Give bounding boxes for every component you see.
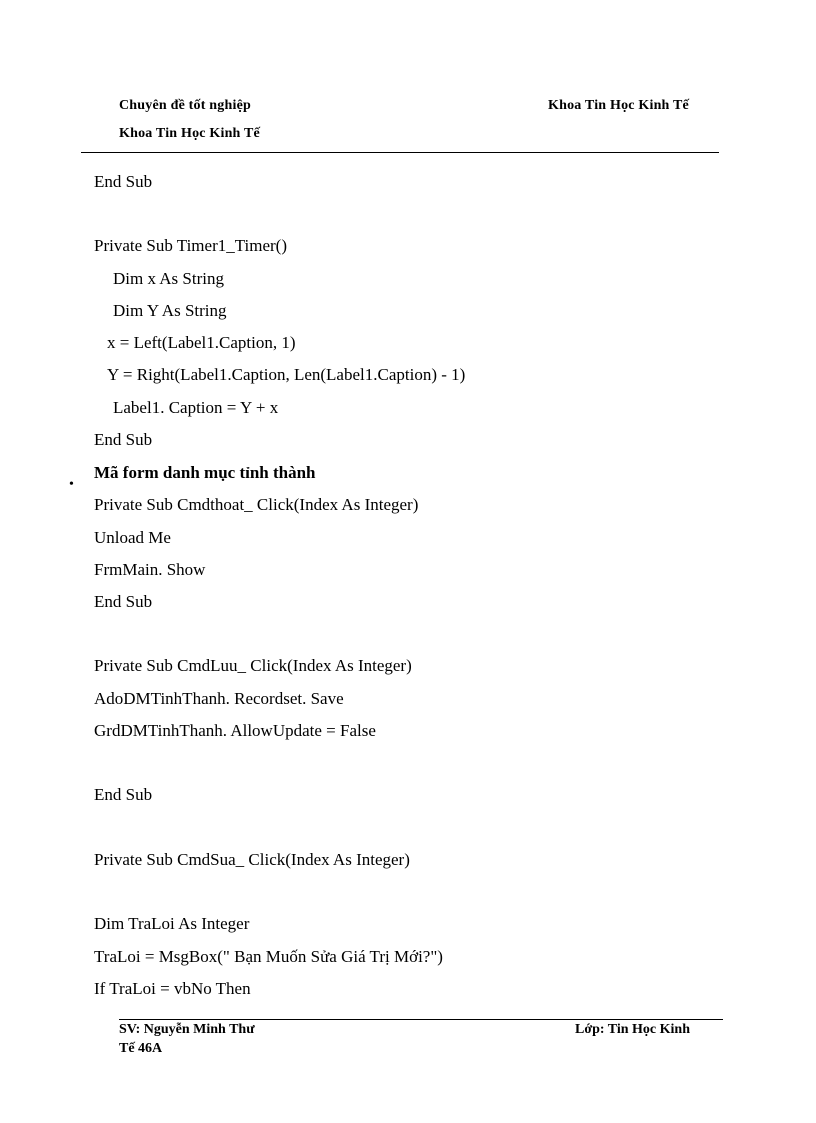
code-line: End Sub xyxy=(94,785,153,804)
code-line: AdoDMTinhThanh. Recordset. Save xyxy=(94,689,344,708)
bullet-icon: • xyxy=(69,477,74,492)
header-left-subtitle: Khoa Tin Học Kinh Tế xyxy=(119,126,260,141)
code-line: Y = Right(Label1.Caption, Len(Label1.Caption) - 1) xyxy=(107,365,466,384)
code-line: Dim x As String xyxy=(113,269,224,288)
code-line: GrdDMTinhThanh. AllowUpdate = False xyxy=(94,721,376,740)
footer-class-label: Lớp: Tin Học Kinh xyxy=(575,1022,691,1037)
code-line: Private Sub CmdSua_ Click(Index As Integer) xyxy=(94,850,410,869)
code-line: End Sub xyxy=(94,430,153,449)
code-line: If TraLoi = vbNo Then xyxy=(94,979,251,998)
footer-class-continuation: Tế 46A xyxy=(119,1041,163,1056)
code-line: Private Sub CmdLuu_ Click(Index As Integer) xyxy=(94,656,412,675)
header-rule xyxy=(81,152,719,153)
code-line: Dim Y As String xyxy=(113,301,227,320)
code-line: Dim TraLoi As Integer xyxy=(94,914,250,933)
code-line: Private Sub Timer1_Timer() xyxy=(94,236,288,255)
code-line: Private Sub Cmdthoat_ Click(Index As Integer) xyxy=(94,495,419,514)
code-line: Label1. Caption = Y + x xyxy=(113,398,279,417)
code-line: End Sub xyxy=(94,592,153,611)
code-line: x = Left(Label1.Caption, 1) xyxy=(107,333,296,352)
code-line: FrmMain. Show xyxy=(94,560,206,579)
header-right-title: Khoa Tin Học Kinh Tế xyxy=(548,98,689,113)
code-line: End Sub xyxy=(94,172,153,191)
header-left-title: Chuyên đề tốt nghiệp xyxy=(119,98,251,113)
footer-rule xyxy=(119,1019,723,1020)
code-line: Unload Me xyxy=(94,528,171,547)
footer-student-name: SV: Nguyễn Minh Thư xyxy=(119,1022,255,1037)
code-line: TraLoi = MsgBox(" Bạn Muốn Sửa Giá Trị Mới?") xyxy=(94,947,443,966)
section-heading: Mã form danh mục tỉnh thành xyxy=(94,463,316,482)
